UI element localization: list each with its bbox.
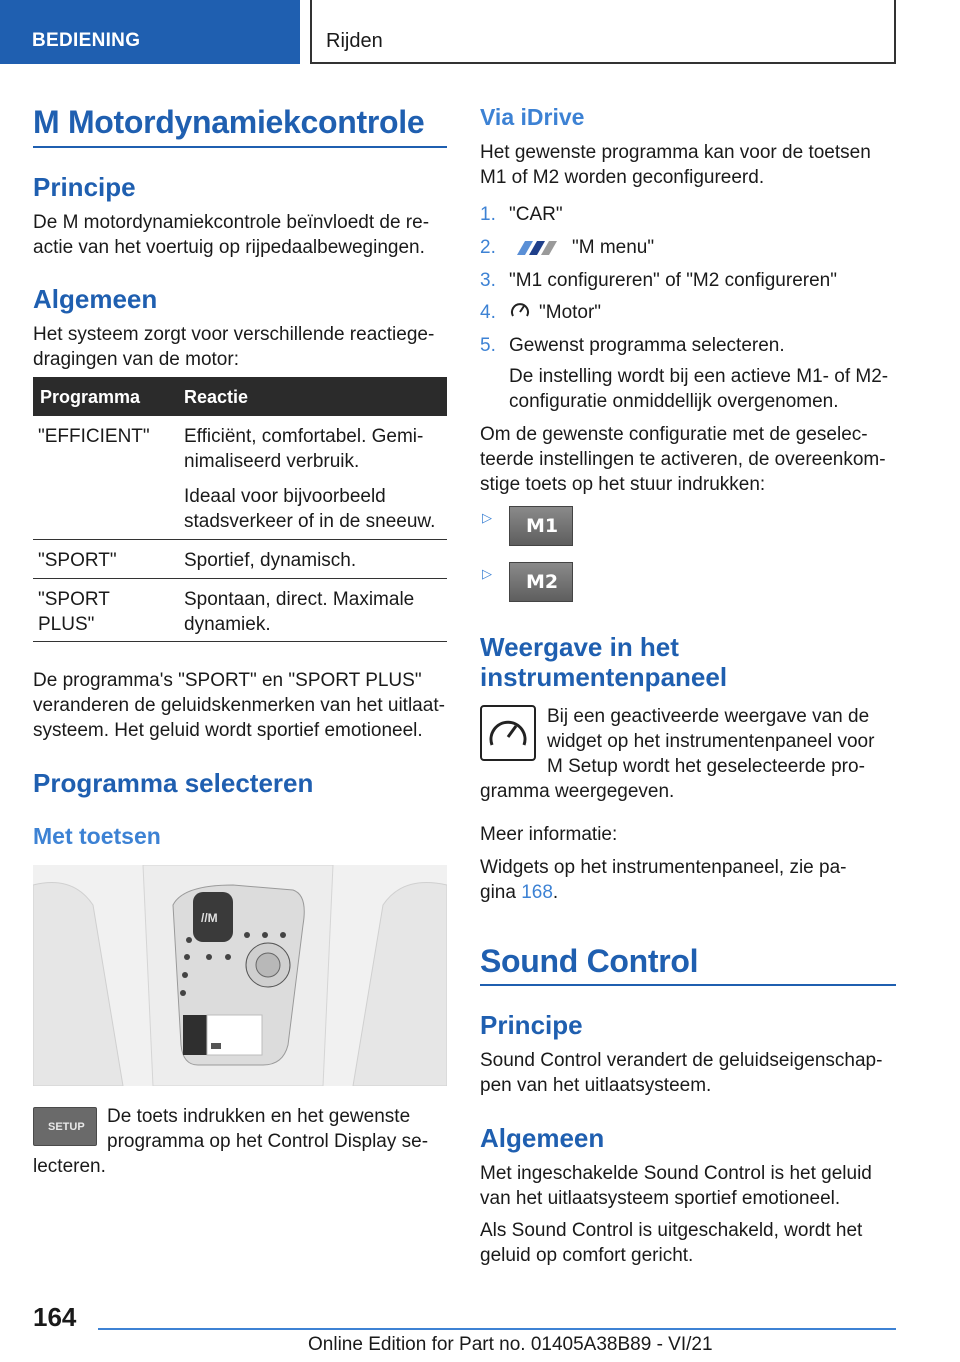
page-reference-link[interactable]: 168 <box>521 882 553 903</box>
activate-text-line: stige toets op het stuur indrukken: <box>480 474 766 495</box>
table-cell-reaction: Sportief, dynamisch. <box>184 550 357 571</box>
idrive-text-line: M1 of M2 worden geconfigureerd. <box>480 167 765 188</box>
sc-principe-heading: Principe <box>480 1010 583 1040</box>
setup-key-label: SETUP <box>48 1121 85 1133</box>
principe-text-line: De M motordynamiekcontrole beïnvloedt de re- <box>33 212 430 233</box>
algemeen-text-line: Het systeem zorgt voor verschillende reactiege- <box>33 324 435 345</box>
chapter-title: Rijden <box>326 30 383 52</box>
table-cell-program: "EFFICIENT" <box>38 426 150 447</box>
table-cell-reaction: nimaliseerd verbruik. <box>184 451 360 472</box>
widgets-ref-line <box>480 880 558 905</box>
edition-footer: Online Edition for Part no. 01405A38B89 - VI/21 <box>308 1334 713 1355</box>
display-heading: Weergave in het <box>480 632 679 662</box>
page-number: 164 <box>33 1302 77 1332</box>
widgets-text-line: Widgets op het instrumentenpaneel, zie pa- <box>480 857 847 878</box>
bullet-triangle-icon: ▷ <box>482 510 492 525</box>
step-number: 1. <box>480 204 496 225</box>
sc-principe-text-line: Sound Control verandert de geluidseigenschap- <box>480 1050 883 1071</box>
principe-heading: Principe <box>33 172 136 202</box>
display-text-line: gramma weergegeven. <box>480 781 675 802</box>
step-number: 4. <box>480 302 496 323</box>
table-row-divider <box>33 539 447 540</box>
bullet-triangle-icon: ▷ <box>482 566 492 581</box>
algemeen-text-line: dragingen van de motor: <box>33 349 239 370</box>
table-row-divider <box>33 641 447 642</box>
table-cell-reaction: dynamiek. <box>184 614 271 635</box>
activate-text-line: teerde instellingen te activeren, de overeenkom- <box>480 449 886 470</box>
step-text: "M menu" <box>572 237 655 258</box>
setup-text-line: De toets indrukken en het gewenste <box>107 1106 411 1127</box>
step-text: "M1 configureren" of "M2 configureren" <box>509 270 837 291</box>
sound-text-line: De programma's "SPORT" en "SPORT PLUS" <box>33 670 422 691</box>
widgets-ref-end: . <box>552 882 559 903</box>
display-heading: instrumentenpaneel <box>480 662 728 692</box>
sound-title-rule <box>480 984 896 986</box>
column-header-reactie: Reactie <box>184 387 249 407</box>
algemeen-heading: Algemeen <box>33 284 158 314</box>
step-number: 5. <box>480 335 496 356</box>
more-info-label: Meer informatie: <box>480 824 618 845</box>
step-text: "CAR" <box>509 204 563 225</box>
sc-algemeen-heading: Algemeen <box>480 1123 605 1153</box>
console-drawing <box>33 865 447 1086</box>
m2-steering-key-icon <box>509 562 573 602</box>
section-title: BEDIENING <box>32 30 141 51</box>
select-heading: Programma selecteren <box>33 768 314 798</box>
table-cell-reaction: Efficiënt, comfortabel. Gemi- <box>184 426 424 447</box>
sc-algemeen-text-line: geluid op comfort gericht. <box>480 1245 694 1266</box>
table-cell-program: "SPORT" <box>38 550 117 571</box>
step-sub-text: configuratie onmiddellijk overgenomen. <box>509 391 839 412</box>
title-rule <box>33 146 447 148</box>
setup-key-icon <box>33 1107 97 1146</box>
widgets-ref-text: gina <box>480 882 516 903</box>
m2-key-label: M2 <box>526 571 559 593</box>
step-text: Gewenst programma selecteren. <box>509 335 785 356</box>
gauge-icon <box>509 299 531 321</box>
step-sub-text: De instelling wordt bij een actieve M1- of M2- <box>509 366 889 387</box>
center-console-illustration <box>33 865 447 1086</box>
table-cell-reaction: stadsverkeer of in de sneeuw. <box>184 511 436 532</box>
principe-text-line: actie van het voertuig op rijpedaalbewegingen. <box>33 237 425 258</box>
setup-text-line: programma op het Control Display se- <box>107 1131 429 1152</box>
table-cell-program: "SPORT <box>38 589 110 610</box>
sc-algemeen-text-line: Met ingeschakelde Sound Control is het geluid <box>480 1163 872 1184</box>
table-header <box>33 377 447 416</box>
sc-algemeen-text-line: Als Sound Control is uitgeschakeld, wordt het <box>480 1220 863 1241</box>
keys-heading: Met toetsen <box>33 823 161 849</box>
table-row-divider <box>33 578 447 579</box>
page-title: M Motordynamiekcontrole <box>33 104 425 140</box>
svg-text://M: //M <box>201 911 218 925</box>
step-text: "Motor" <box>539 302 602 323</box>
idrive-text-line: Het gewenste programma kan voor de toetsen <box>480 142 871 163</box>
activate-text-line: Om de gewenste configuratie met de geselec- <box>480 424 868 445</box>
chapter-tab <box>310 0 896 64</box>
table-cell-program: PLUS" <box>38 614 95 635</box>
table-cell-reaction: Ideaal voor bijvoorbeeld <box>184 486 386 507</box>
step-number: 3. <box>480 270 496 291</box>
sound-text-line: systeem. Het geluid wordt sportief emotioneel. <box>33 720 423 741</box>
m1-key-label: M1 <box>526 515 559 537</box>
table-cell-reaction: Spontaan, direct. Maximale <box>184 589 415 610</box>
display-text-line: widget op het instrumentenpaneel voor <box>547 731 875 752</box>
sc-algemeen-text-line: van het uitlaatsysteem sportief emotioneel. <box>480 1188 841 1209</box>
step-number: 2. <box>480 237 496 258</box>
section-tab <box>0 0 300 64</box>
setup-text-line: lecteren. <box>33 1156 106 1177</box>
m-menu-stripes-icon <box>509 239 565 257</box>
display-text-line: M Setup wordt het geselecteerde pro- <box>547 756 865 777</box>
m1-steering-key-icon <box>509 506 573 546</box>
sc-principe-text-line: pen van het uitlaatsysteem. <box>480 1075 712 1096</box>
column-header-programma: Programma <box>40 387 141 407</box>
display-text-line: Bij een geactiveerde weergave van de <box>547 706 870 727</box>
sound-control-title: Sound Control <box>480 943 699 979</box>
idrive-heading: Via iDrive <box>480 104 585 130</box>
footer-rule <box>98 1328 896 1330</box>
sound-text-line: veranderen de geluidskenmerken van het uitlaat- <box>33 695 445 716</box>
speedometer-widget-icon <box>480 705 536 761</box>
